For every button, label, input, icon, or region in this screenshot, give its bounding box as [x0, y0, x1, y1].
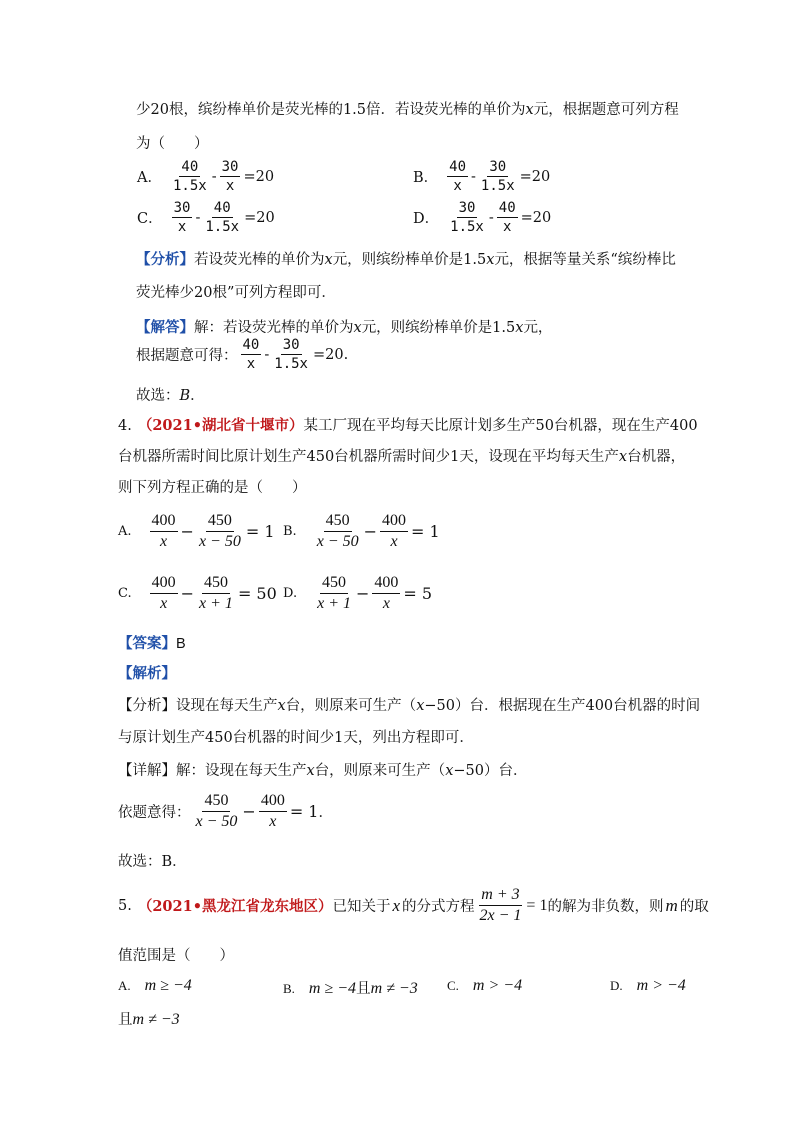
q4-option-a: A. $\frac{400}{x}$ − $\frac{450}{x - 50}$ = 1 [118, 512, 275, 550]
q3-solution-line1: 【解答】解：若设荧光棒的单价为x元，则缤纷棒单价是1.5x元， [136, 319, 553, 336]
q5-option-d-cont: 且m ≠ −3 [118, 1011, 180, 1028]
q3-choice: 故选：B． [136, 388, 205, 404]
q4-stem-line3: 则下列方程正确的是（ ） [118, 480, 307, 496]
analysis-tag: 【分析】 [136, 251, 194, 268]
q3-option-a: A． $\frac{40}{1.5x}$ - $\frac{30}{x}$ =20 [137, 159, 275, 194]
q4-source: （2021•湖北省十堰市） [137, 417, 304, 434]
q4-answer: 【答案】B [118, 635, 186, 652]
solution-tag: 【解答】 [136, 319, 194, 336]
q3-analysis-line2: 荧光棒少20根”可列方程即可． [136, 285, 336, 301]
q4-stem-line2: 台机器所需时间比原计划生产450台机器所需时间少1天，设现在平均每天生产x台机器， [118, 449, 686, 465]
q4-stem-line1: 4. （2021•湖北省十堰市）某工厂现在平均每天比原计划多生产50台机器，现在生产400 [118, 417, 698, 434]
q4-option-c: C. $\frac{400}{x}$ − $\frac{450}{x + 1}$ = 50 [118, 574, 277, 612]
q4-detail-equation: 依题意得： $\frac{450}{x - 50}$ − $\frac{400}{x}$ = 1 ． [118, 792, 333, 830]
q3-solution-equation: 根据题意可得： $\frac{40}{x}$ - $\frac{30}{1.5x}$ =20. [136, 337, 349, 372]
q3-option-c: C． $\frac{30}{x}$ - $\frac{40}{1.5x}$ =20 [137, 200, 275, 235]
q4-option-d: D. $\frac{450}{x + 1}$ − $\frac{400}{x}$ = 5 [283, 574, 433, 612]
answer-tag: 【答案】 [118, 635, 176, 652]
q4-detail-line1: 【详解】解：设现在每天生产x台，则原来可生产（x−50）台． [118, 763, 528, 779]
q3-option-d: D． $\frac{30}{1.5x}$ - $\frac{40}{x}$ =20 [413, 200, 552, 235]
q5-stem-line2: 值范围是（ ） [118, 948, 234, 964]
q4-analysis-line2: 与原计划生产450台机器的时间少1天，列出方程即可． [118, 730, 474, 746]
q3-option-b: B． $\frac{40}{x}$ - $\frac{30}{1.5x}$ =20 [413, 159, 551, 194]
q5-source: （2021•黑龙江省龙东地区） [137, 898, 333, 915]
q5-option-b: B. m ≥ −4且m ≠ −3 [283, 980, 418, 997]
q4-option-b: B. $\frac{450}{x - 50}$ − $\frac{400}{x}$ = 1 [283, 512, 440, 550]
q3-analysis-line1: 【分析】若设荧光棒的单价为x元，则缤纷棒单价是1.5x元，根据等量关系“缤纷棒比 [136, 251, 676, 268]
q5-option-a: A. m ≥ −4 [118, 977, 192, 994]
q3-stem-line2: 为（ ） [136, 136, 209, 152]
q4-choice: 故选：B． [118, 854, 187, 870]
q4-jiexi-tag: 【解析】 [118, 665, 176, 682]
q5-option-d: D. m > −4 [610, 977, 686, 994]
q5-stem-line1: 5. （2021•黑龙江省龙东地区） 已知关于 x 的分式方程 $\frac{m + 3}{2x - 1}$ = 1 的解为非负数，则 m 的取 [118, 886, 709, 924]
q5-option-c: C. m > −4 [447, 977, 523, 994]
q3-stem-line1: 少20根，缤纷棒单价是荧光棒的1.5倍．若设荧光棒的单价为x元，根据题意可列方程 [136, 102, 679, 118]
q4-analysis-line1: 【分析】设现在每天生产x台，则原来可生产（x−50）台．根据现在生产400台机器的时间 [118, 698, 701, 714]
